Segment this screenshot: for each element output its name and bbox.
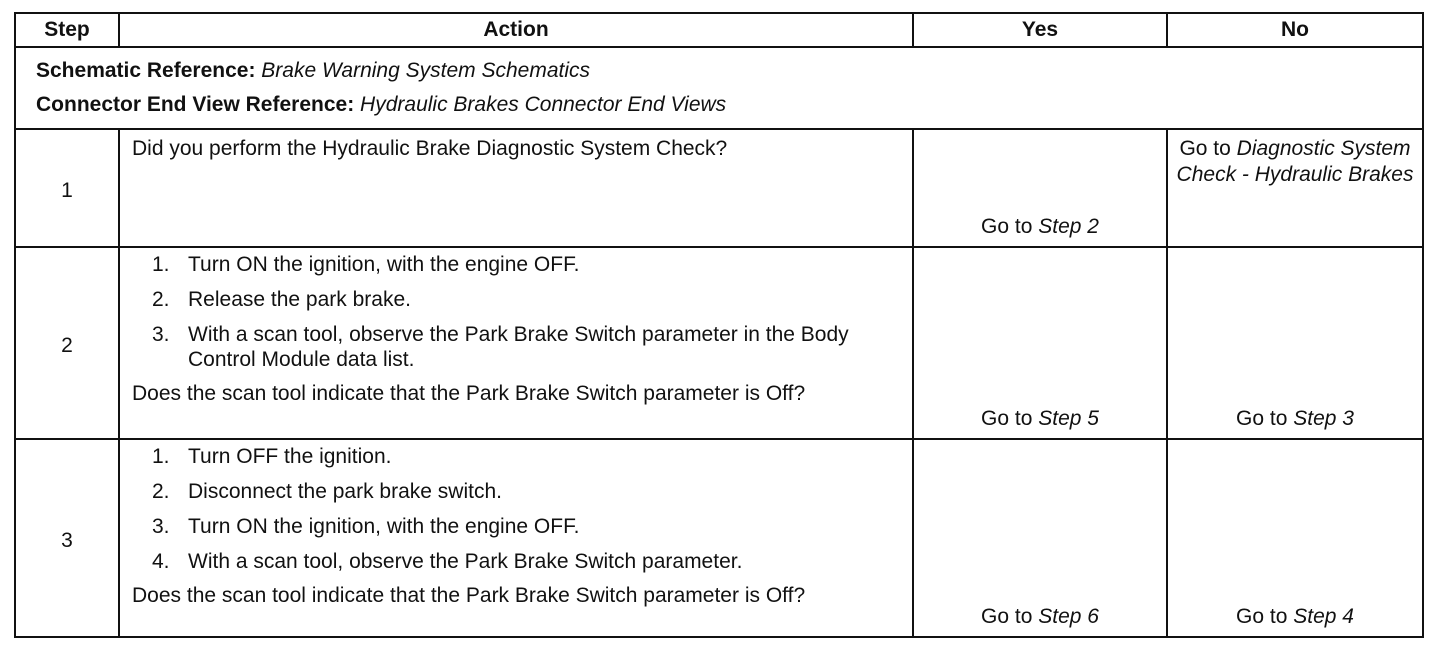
list-item-number: 2. — [152, 288, 170, 311]
list-item-text: Turn ON the ignition, with the engine OFF. — [188, 515, 580, 538]
list-item — [132, 444, 902, 469]
list-item — [132, 549, 902, 574]
header-step: Step — [15, 13, 119, 47]
list-item — [132, 322, 902, 372]
yes-prefix: Go to — [981, 215, 1033, 238]
table-row — [15, 129, 1423, 247]
header-row — [15, 13, 1423, 47]
no-cell — [1167, 247, 1423, 439]
list-item-text: Turn OFF the ignition. — [188, 445, 392, 468]
header-no: No — [1167, 13, 1423, 47]
list-item-number: 3. — [152, 515, 170, 538]
list-item-number: 4. — [152, 550, 170, 573]
yes-cell — [913, 439, 1167, 637]
action-cell — [119, 129, 913, 247]
table-row — [15, 247, 1423, 439]
table-row — [15, 439, 1423, 637]
connector-reference — [36, 88, 1422, 122]
list-item-number: 3. — [152, 323, 170, 346]
diagnostic-table-sheet — [14, 12, 1422, 638]
question-text: Does the scan tool indicate that the Park Brake Switch parameter is Off? — [132, 382, 806, 405]
yes-target-link[interactable]: Step 5 — [1038, 407, 1099, 430]
no-target-link[interactable]: Step 4 — [1293, 605, 1354, 628]
diagnostic-table — [14, 12, 1424, 638]
connector-reference-label: Connector End View Reference: — [36, 93, 355, 116]
list-item-number: 1. — [152, 253, 170, 276]
list-item-text: With a scan tool, observe the Park Brake Switch parameter. — [188, 550, 743, 573]
schematic-reference-label: Schematic Reference: — [36, 59, 256, 82]
list-item — [132, 252, 902, 277]
list-item-text: Turn ON the ignition, with the engine OFF. — [188, 253, 580, 276]
list-item-number: 2. — [152, 480, 170, 503]
list-item-text: Release the park brake. — [188, 288, 411, 311]
step-number: 3 — [15, 439, 119, 637]
list-item — [132, 479, 902, 504]
header-action: Action — [119, 13, 913, 47]
yes-cell — [913, 129, 1167, 247]
header-yes: Yes — [913, 13, 1167, 47]
step-number: 1 — [15, 129, 119, 247]
yes-target-link[interactable]: Step 2 — [1038, 215, 1099, 238]
action-list — [132, 444, 902, 574]
action-cell — [119, 247, 913, 439]
schematic-reference-link[interactable]: Brake Warning System Schematics — [261, 59, 591, 82]
no-prefix: Go to — [1236, 605, 1288, 628]
action-cell — [119, 439, 913, 637]
no-cell — [1167, 439, 1423, 637]
no-cell — [1167, 129, 1423, 247]
list-item — [132, 514, 902, 539]
step-number: 2 — [15, 247, 119, 439]
reference-row — [15, 47, 1423, 129]
question-text: Did you perform the Hydraulic Brake Diagnostic System Check? — [132, 137, 728, 160]
yes-target-link[interactable]: Step 6 — [1038, 605, 1099, 628]
no-target-link[interactable]: Diagnostic System Check - Hydraulic Brakes — [1176, 137, 1414, 186]
yes-prefix: Go to — [981, 407, 1033, 430]
connector-reference-link[interactable]: Hydraulic Brakes Connector End Views — [360, 93, 727, 116]
no-prefix: Go to — [1236, 407, 1288, 430]
action-list — [132, 252, 902, 372]
yes-prefix: Go to — [981, 605, 1033, 628]
list-item-text: Disconnect the park brake switch. — [188, 480, 502, 503]
no-prefix: Go to — [1179, 137, 1231, 160]
list-item-number: 1. — [152, 445, 170, 468]
no-target-link[interactable]: Step 3 — [1293, 407, 1354, 430]
question-text: Does the scan tool indicate that the Park Brake Switch parameter is Off? — [132, 584, 806, 607]
list-item — [132, 287, 902, 312]
list-item-text: With a scan tool, observe the Park Brake Switch parameter in the Body Control Module data list. — [188, 323, 849, 371]
schematic-reference — [36, 54, 1422, 88]
yes-cell — [913, 247, 1167, 439]
reference-cell — [15, 47, 1423, 129]
